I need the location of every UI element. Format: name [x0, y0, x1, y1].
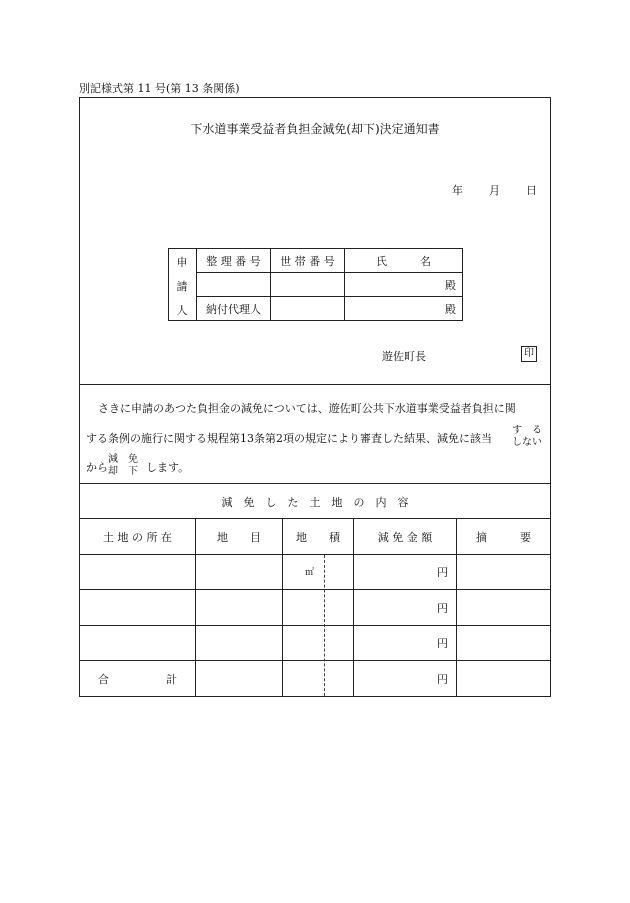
- amount-cell[interactable]: [354, 626, 457, 661]
- yen-label: 円: [437, 637, 448, 650]
- header-location: 土 地 の 所 在: [80, 519, 196, 555]
- land-section-top-rule: [79, 483, 551, 484]
- land-section-title: 減 免 し た 土 地 の 内 容: [221, 496, 409, 509]
- area-cell[interactable]: [283, 661, 354, 697]
- header-land-category: 地 目: [196, 519, 283, 555]
- amount-cell[interactable]: [354, 555, 457, 590]
- body-line-1: さきに申請のあつた負担金の減免については、遊佐町公共下水道事業受益者負担に関: [98, 402, 516, 415]
- body-line-3-suffix: します。: [146, 461, 190, 474]
- amount-cell[interactable]: [354, 590, 457, 626]
- body-top-rule: [79, 384, 551, 385]
- applicant-label-1: 申: [176, 256, 188, 269]
- option-genmen: 減 免: [108, 454, 138, 465]
- issuer-name: 遊佐町長: [382, 350, 426, 363]
- yen-label: 円: [437, 672, 448, 686]
- area-unit-label: ㎡: [305, 568, 315, 578]
- applicant-table: [168, 248, 463, 321]
- yen-label: 円: [437, 601, 448, 615]
- total-amount-cell[interactable]: [354, 661, 457, 697]
- header-setai-bango: 世 帯 番 号: [271, 249, 345, 273]
- date-month: 月: [489, 184, 500, 197]
- category-cell[interactable]: [196, 626, 283, 661]
- header-reduction-amount: 減 免 金 額: [354, 519, 457, 555]
- applicant-label-2: 請: [176, 280, 188, 293]
- option-kyakka: 却 下: [108, 466, 138, 477]
- category-cell[interactable]: [196, 590, 283, 626]
- body-line-2: する条例の施行に関する規程第13条第2項の規定により審査した結果、減免に該当: [86, 432, 492, 445]
- area-cell[interactable]: [283, 590, 354, 626]
- applicant-name-suffix: 殿: [345, 273, 463, 297]
- total-label-right: 計: [166, 672, 177, 686]
- option-shinai: しない: [512, 437, 542, 448]
- header-shimei: 氏 名: [345, 249, 463, 273]
- body-line-3-prefix: から: [86, 461, 108, 474]
- option-suru: す る: [512, 425, 542, 436]
- category-cell[interactable]: [196, 661, 283, 697]
- location-cell[interactable]: [80, 626, 196, 661]
- location-cell[interactable]: [80, 590, 196, 626]
- applicant-label-3: 人: [176, 304, 188, 317]
- remarks-cell[interactable]: [457, 626, 551, 661]
- category-cell[interactable]: [196, 555, 283, 590]
- area-cell[interactable]: [283, 626, 354, 661]
- header-seiri-bango: 整 理 番 号: [197, 249, 271, 273]
- form-title: 下水道事業受益者負担金減免(却下)決定通知書: [190, 122, 440, 136]
- header-remarks: 摘 要: [457, 519, 551, 555]
- remarks-cell[interactable]: [457, 661, 551, 697]
- agent-number-field[interactable]: [271, 297, 345, 321]
- seal-stamp: 印: [521, 346, 537, 362]
- agent-name-suffix: 殿: [345, 297, 463, 321]
- remarks-cell[interactable]: [457, 555, 551, 590]
- date-day: 日: [526, 184, 537, 197]
- location-cell[interactable]: [80, 555, 196, 590]
- total-label-left: 合: [98, 672, 109, 686]
- land-table: [79, 518, 551, 697]
- date-year: 年: [452, 184, 463, 197]
- area-dashed-divider: [324, 555, 325, 696]
- seiri-bango-field[interactable]: [197, 273, 271, 297]
- agent-label: 納付代理人: [197, 297, 271, 321]
- header-land-area: 地 積: [283, 519, 354, 555]
- total-label-cell: [80, 661, 196, 697]
- setai-bango-field[interactable]: [271, 273, 345, 297]
- yen-label: 円: [437, 566, 448, 579]
- form-number-note: 別記様式第 11 号(第 13 条関係): [79, 82, 240, 95]
- area-cell[interactable]: [283, 555, 354, 590]
- remarks-cell[interactable]: [457, 590, 551, 626]
